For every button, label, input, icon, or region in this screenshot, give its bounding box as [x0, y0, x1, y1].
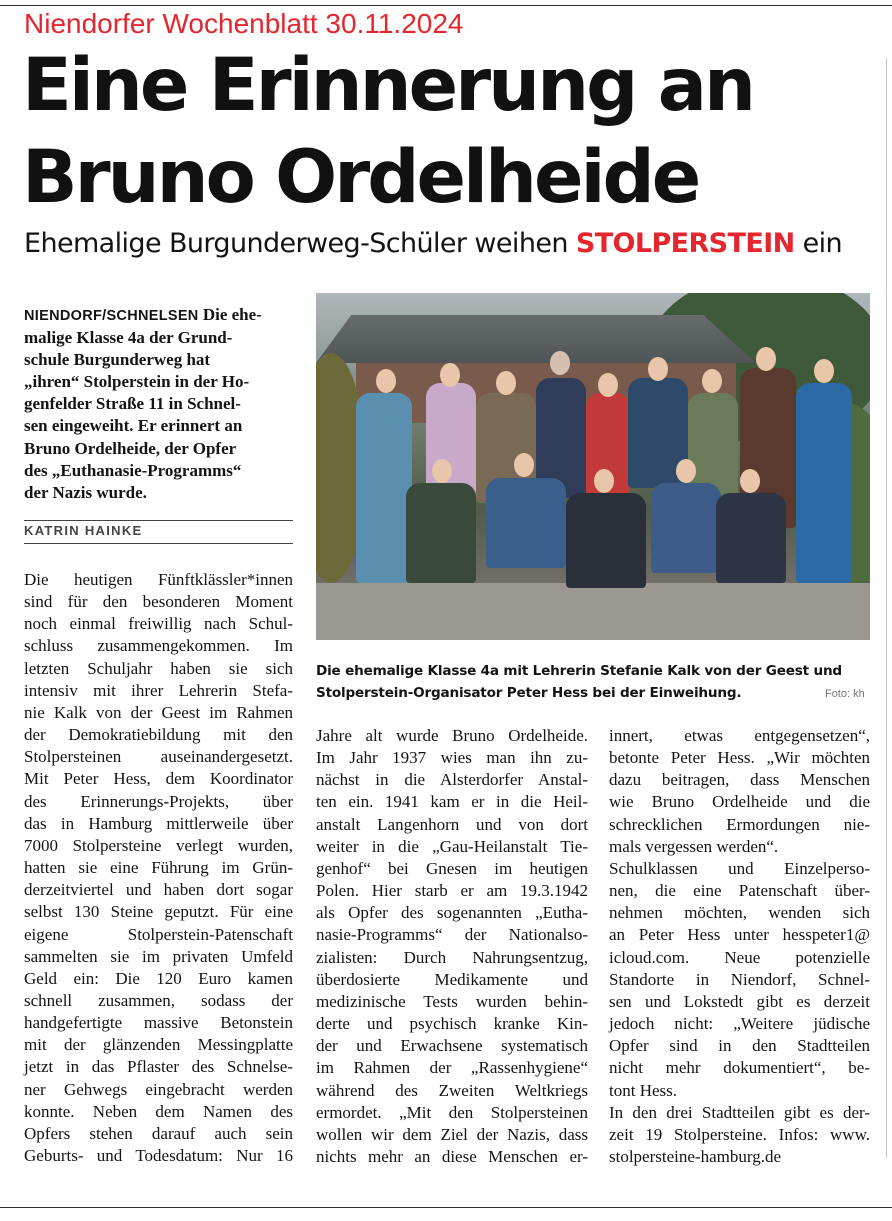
- column-line: an Peter Hess unter hesspeter1@: [609, 925, 870, 945]
- subheadline: [24, 226, 842, 262]
- subhead-accent: STOLPERSTEIN: [575, 228, 795, 259]
- column-line: Opfers stehen darauf auch sein: [24, 1123, 293, 1143]
- article-column-3: [609, 725, 870, 1168]
- photo-person: [406, 483, 476, 583]
- photo-person: [486, 478, 566, 568]
- column-line: jetzt in das Pflaster des Schnelse-: [24, 1057, 293, 1077]
- photo-roof: [316, 315, 756, 363]
- column-line: im Rahmen der „Rassenhygiene“: [316, 1058, 588, 1078]
- column-line: Geld ein: Die 120 Euro kamen: [24, 968, 293, 988]
- column-line: sind für den besonderen Moment: [24, 592, 293, 612]
- column-line: handgefertigte massive Betonstein: [24, 1013, 293, 1033]
- column-line: als Opfer des sogenannten „Eutha-: [316, 903, 588, 923]
- column-line: zeit 19 Stolpersteine. Infos: www.: [609, 1124, 870, 1144]
- column-line: Polen. Hier starb er am 19.3.1942: [316, 881, 588, 901]
- photo-face: [740, 469, 760, 493]
- dateline: NIENDORF/SCHNELSEN: [24, 308, 199, 324]
- author-rule-bottom: [24, 543, 293, 544]
- column-line: nichts mehr an diese Menschen er-: [316, 1146, 588, 1166]
- column-line: konnte. Neben dem Namen des: [24, 1101, 293, 1121]
- headline-line: Bruno Ordelheide: [22, 135, 699, 220]
- column-line: schrecklichen Ermordungen nie-: [609, 814, 870, 834]
- photo-face: [440, 363, 460, 387]
- column-line: schluss zusammengekommen. Im: [24, 636, 293, 656]
- column-line: wie Bruno Ordelheide und die: [609, 792, 870, 812]
- column-line: noch einmal freiwillig nach Schul-: [24, 614, 293, 634]
- column-line: das in Hamburg mittlerweile über: [24, 813, 293, 833]
- column-line: derzeitviertel und haben dort sogar: [24, 880, 293, 900]
- lead-line: schule Burgunderweg hat: [24, 350, 211, 370]
- column-line: selbst 130 Steine geputzt. Für eine: [24, 902, 293, 922]
- photo-face: [814, 359, 834, 383]
- photo-face: [594, 469, 614, 493]
- photo-face: [598, 373, 618, 397]
- column-line: Schulklassen und Einzelperso-: [609, 858, 870, 878]
- column-line: innert, etwas entgegensetzen“,: [609, 726, 870, 745]
- column-line: anstalt Langenhorn und von dort: [316, 814, 588, 834]
- column-line: sammelten sie im privaten Umfeld: [24, 946, 293, 966]
- column-line: letzten Schuljahr haben sie sich: [24, 658, 293, 678]
- column-line: wollen wir dem Ziel der Nazis, dass: [316, 1124, 588, 1144]
- photo-face: [376, 369, 396, 393]
- column-line: derte und psychisch kranke Kin-: [316, 1014, 588, 1034]
- photo-face: [550, 351, 570, 375]
- lead-paragraph: [24, 304, 292, 504]
- column-line: jedoch nicht: „Weitere jüdische: [609, 1014, 870, 1034]
- subhead-text-end: ein: [794, 228, 843, 259]
- column-line: ten ein. 1941 kam er in die Heil-: [316, 792, 588, 812]
- column-line: eigene Stolperstein-Patenschaft: [24, 924, 293, 944]
- column-line: Standorte in Niendorf, Schnel-: [609, 969, 870, 989]
- column-line: tont Hess.: [609, 1080, 677, 1100]
- column-line: weiter in die „Gau-Heilanstalt Tie-: [316, 836, 588, 856]
- photo-person: [651, 483, 721, 573]
- column-line: intensiv mit ihrer Lehrerin Stefa-: [24, 680, 293, 700]
- photo-face: [496, 371, 516, 395]
- column-line: der Demokratiebildung mit den: [24, 725, 293, 745]
- lead-line: Bruno Ordelheide, der Opfer: [24, 438, 237, 458]
- page-edge-rule: [886, 58, 887, 1158]
- column-line: 7000 Stolpersteine verlegt wurden,: [24, 835, 293, 855]
- headline: [22, 40, 882, 224]
- column-line: nie Kalk von der Geest im Rahmen: [24, 702, 293, 722]
- lead-line: des „Euthanasie-Programms“: [24, 460, 242, 480]
- column-line: mit der glänzenden Messingplatte: [24, 1035, 293, 1055]
- column-line: Die heutigen Fünftklässler*innen: [24, 570, 293, 589]
- lead-line: der Nazis wurde.: [24, 482, 147, 502]
- lead-line: genfelder Straße 11 in Schnel-: [24, 394, 241, 414]
- photo-face: [648, 357, 668, 381]
- photo-caption: [316, 660, 876, 704]
- column-line: Stolpersteinen auseinandergesetzt.: [24, 747, 293, 767]
- column-line: medizinische Tests wurden behin-: [316, 991, 588, 1011]
- article-column-1: [24, 569, 293, 1167]
- column-line: Geburts- und Todesdatum: Nur 16: [24, 1146, 293, 1166]
- photo-pavement: [316, 583, 870, 640]
- column-line: hatten sie eine Führung im Grün-: [24, 858, 293, 878]
- photo-face: [756, 347, 776, 371]
- column-line: In den drei Stadtteilen gibt es der-: [609, 1102, 870, 1122]
- photo-credit: Foto: kh: [825, 688, 865, 700]
- lead-line: NIENDORF/SCHNELSEN Die ehe-: [24, 305, 262, 324]
- column-line: des Erinnerungs-Projekts, über: [24, 791, 293, 811]
- article-column-2: [316, 725, 588, 1168]
- column-line: stolpersteine-hamburg.de: [609, 1146, 782, 1166]
- article-photo: [316, 293, 870, 640]
- lead-line: „ihren“ Stolperstein in der Ho-: [24, 372, 250, 392]
- column-line: betonte Peter Hess. „Wir möchten: [609, 748, 870, 768]
- column-line: nicht mehr dokumentiert“, be-: [609, 1058, 870, 1078]
- author-rule-top: [24, 520, 293, 521]
- column-line: nächst in die Alsterdorfer Anstal-: [316, 770, 588, 790]
- column-line: Jahre alt wurde Bruno Ordelheide.: [316, 726, 588, 745]
- photo-face: [676, 459, 696, 483]
- photo-person: [716, 493, 786, 583]
- subhead-text: Ehemalige Burgunderweg-Schüler weihen: [24, 228, 576, 259]
- photo-person: [796, 383, 852, 583]
- author-byline: KATRIN HAINKE: [24, 523, 143, 538]
- column-line: Mit Peter Hess, dem Koordinator: [24, 769, 293, 789]
- lead-line: malige Klasse 4a der Grund-: [24, 328, 233, 348]
- column-line: nasie-Programms“ der Nationalso-: [316, 925, 588, 945]
- column-line: überdosierte Medikamente und: [316, 969, 588, 989]
- column-line: Im Jahr 1937 wies man ihn zu-: [316, 748, 588, 768]
- caption-line: Die ehemalige Klasse 4a mit Lehrerin Stefanie Kalk von der Geest und: [316, 663, 842, 679]
- bottom-rule: [0, 1207, 892, 1208]
- photo-face: [702, 369, 722, 393]
- column-line: während des Zweiten Weltkriegs: [316, 1080, 588, 1100]
- column-line: ermordet. „Mit den Stolpersteinen: [316, 1102, 588, 1122]
- masthead: Niendorfer Wochenblatt 30.11.2024: [24, 8, 464, 39]
- column-line: dazu beitragen, dass Menschen: [609, 770, 870, 790]
- column-line: sen und Lokstedt gibt es derzeit: [609, 991, 870, 1011]
- headline-line: Eine Erinnerung an: [22, 43, 753, 128]
- caption-line: Stolperstein-Organisator Peter Hess bei der Einweihung.: [316, 685, 742, 701]
- photo-face: [432, 459, 452, 483]
- column-line: genhof“ bei Gnesen im heutigen: [316, 858, 588, 878]
- photo-face: [514, 453, 534, 477]
- lead-line: sen eingeweiht. Er erinnert an: [24, 416, 243, 436]
- column-line: Opfer sind in den Stadtteilen: [609, 1036, 870, 1056]
- column-line: mals vergessen werden“.: [609, 836, 779, 856]
- photo-person: [566, 493, 646, 588]
- column-line: zialisten: Durch Nahrungsentzug,: [316, 947, 588, 967]
- column-line: nehmen möchten, wenden sich: [609, 903, 870, 923]
- column-line: schnell zusammen, sodass der: [24, 990, 293, 1010]
- photo-person: [356, 393, 412, 583]
- column-line: der und Erwachsene systematisch: [316, 1036, 588, 1056]
- column-line: nen, die eine Patenschaft über-: [609, 881, 870, 901]
- column-line: icloud.com. Neue potenzielle: [609, 947, 870, 967]
- column-line: ner Gehwegs eingebracht werden: [24, 1079, 293, 1099]
